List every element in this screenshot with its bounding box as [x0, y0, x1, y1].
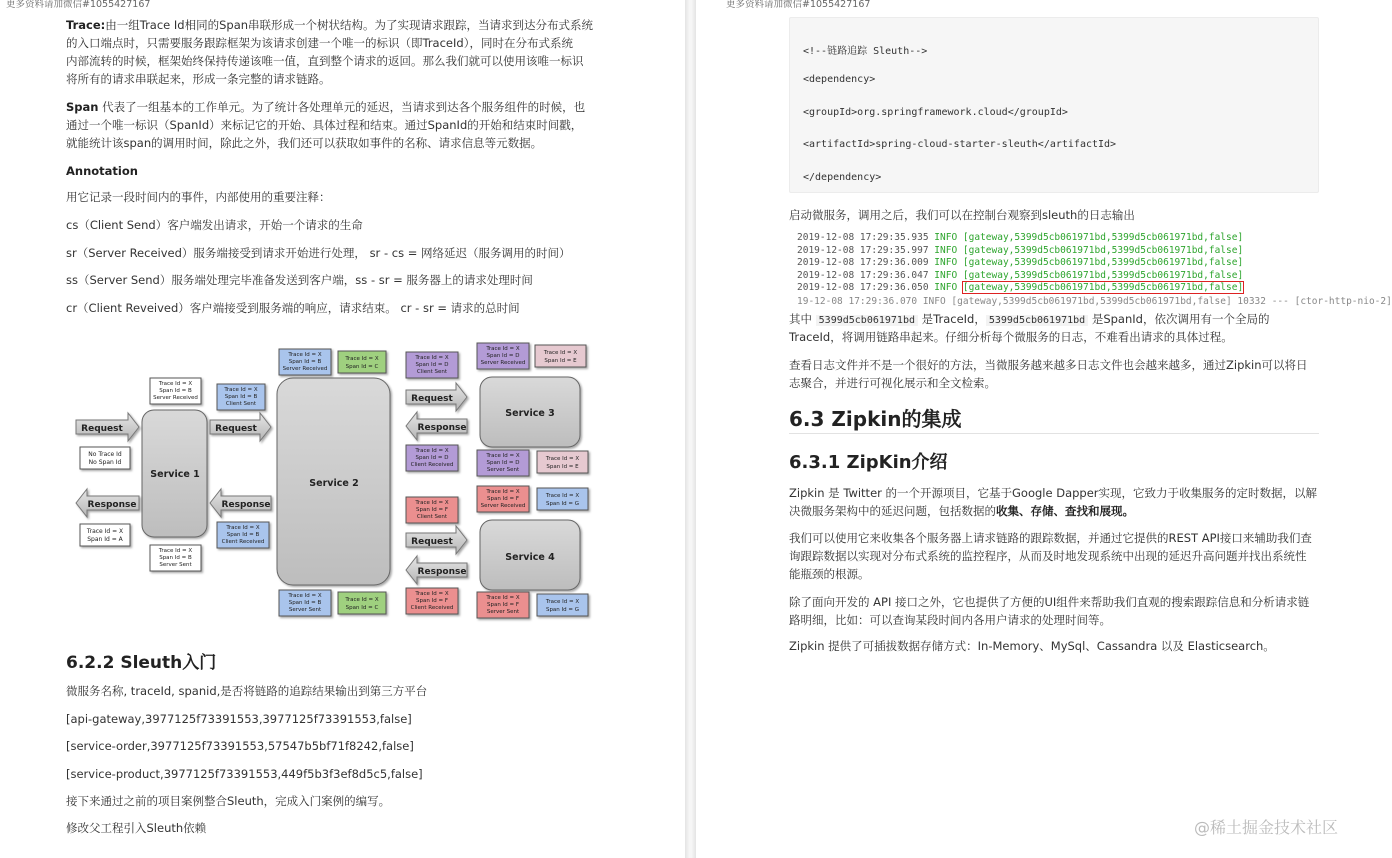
sleuth-line-2: [api-gateway,3977125f73391553,3977125f73391553,false]: [66, 712, 412, 726]
heading-rule: [789, 433, 1319, 434]
svg-text:Trace Id = X: Trace Id = X: [486, 453, 520, 459]
svg-text:Trace Id = X: Trace Id = X: [158, 548, 193, 554]
code-line: <artifactId>spring-cloud-starter-sleuth</artifactId>: [803, 139, 1117, 150]
box-span-e-top: [535, 345, 586, 367]
trace-line-4: 将所有的请求串联起来，形成一条完整的请求链路。: [66, 72, 331, 86]
span-line-2: 通过一个唯一标识（SpanId）来标记它的开始、具体过程和结束。通过SpanId的开始和结束时间戳，: [66, 118, 583, 132]
service-4-label: Service 4: [505, 552, 555, 563]
svg-text:Trace Id = X: Trace Id = X: [486, 489, 520, 495]
box-client-sent-f: [406, 497, 458, 523]
log-line: 2019-12-08 17:29:35.935 INFO [gateway,5399d5cb061971bd,5399d5cb061971bd,false]: [797, 232, 1244, 243]
svg-text:Request: Request: [81, 424, 123, 434]
arrow-response-4: [406, 556, 467, 584]
service-3-label: Service 3: [505, 408, 555, 419]
svg-text:Server Received: Server Received: [153, 395, 198, 401]
svg-text:Client Received: Client Received: [410, 605, 454, 611]
svg-text:Trace Id = X: Trace Id = X: [226, 525, 260, 531]
zipkin-p3-line2: 路明细，比如：可以查询某段时间内各用户请求的处理时间等。: [789, 613, 1111, 627]
svg-text:Span Id = B: Span Id = B: [288, 600, 322, 606]
zipkin-storage: Zipkin 提供了可插拔数据存储方式：In-Memory、MySql、Cassandra 以及 Elasticsearch。: [789, 639, 1275, 653]
zipkin-p2-line1: 我们可以使用它来收集各个服务器上请求链路的跟踪数据，并通过它提供的REST API接口来辅助我们查: [789, 531, 1312, 545]
svg-text:Span Id = E: Span Id = E: [544, 358, 577, 364]
log-line: 2019-12-08 17:29:36.047 INFO [gateway,5399d5cb061971bd,5399d5cb061971bd,false]: [797, 269, 1244, 281]
sleuth-line-6: 修改父工程引入Sleuth依赖: [66, 821, 207, 835]
code-line: <!--链路追踪 Sleuth-->: [803, 46, 928, 57]
svg-text:Span Id = C: Span Id = C: [345, 605, 379, 611]
svg-text:Response: Response: [417, 423, 467, 433]
box-client-sent-d: [406, 352, 458, 378]
svg-text:Trace Id = X: Trace Id = X: [415, 448, 449, 454]
svg-text:Trace Id = X: Trace Id = X: [545, 456, 580, 462]
svg-text:Request: Request: [215, 424, 257, 434]
log-cut-line: 19-12-08 17:29:36.070 INFO [gateway,5399d5cb061971bd,5399d5cb061971bd,false] 10332 --- [ctor-http-nio-2]: [797, 296, 1392, 307]
svg-text:No Span Id: No Span Id: [88, 459, 122, 466]
paragraph-traceid: 其中 5399d5cb061971bd 是TraceId， 5399d5cb061971bd 是SpanId，依次调用有一个全局的: [789, 312, 1270, 326]
span-line-3: 就能统计该span的调用时间，除此之外，我们还可以获取如事件的名称、请求信息等元数据。: [66, 136, 543, 150]
svg-text:Trace Id = X: Trace Id = X: [486, 595, 520, 601]
code-line: <dependency>: [803, 74, 876, 85]
svg-text:Trace Id = X: Trace Id = X: [288, 352, 322, 358]
box-trace-a: [80, 524, 130, 546]
svg-text:Span Id = G: Span Id = G: [545, 501, 580, 507]
sleuth-line-1: 微服务名称, traceId, spanid,是否将链路的追踪结果输出到第三方平台: [66, 684, 428, 698]
log-line-highlighted: 2019-12-08 17:29:36.050 INFO [gateway,5399d5cb061971bd,5399d5cb061971bd,false]: [797, 282, 1244, 293]
svg-text:Request: Request: [411, 394, 453, 404]
box-span-e-bottom: [537, 451, 588, 473]
box-server-sent-f: [477, 592, 529, 618]
zipkin-p1-line1: Zipkin 是 Twitter 的一个开源项目，它基于Google Dapper实现，它致力于收集服务的定时数据，以解: [789, 486, 1318, 500]
svg-text:Span Id = B: Span Id = B: [159, 388, 192, 394]
svg-text:No Trace Id: No Trace Id: [88, 451, 122, 458]
code-block: [789, 17, 1319, 193]
svg-text:Span Id = C: Span Id = C: [345, 364, 379, 370]
paragraph-traceid-2: TraceId，将调用链路串起来。仔细分析每个微服务的日志，不难看出请求的具体过程。: [789, 330, 1233, 344]
zipkin-p3-line1: 除了面向开发的 API 接口之外，它也提供了方便的UI组件来帮助我们直观的搜索跟踪信息和分析请求链: [789, 595, 1310, 609]
arrow-request-2: [210, 413, 271, 441]
svg-text:Trace Id = X: Trace Id = X: [86, 528, 124, 535]
annotation-cr: cr（Client Reveived）客户端接受到服务端的响应，请求结束。 cr - sr = 请求的总时间: [66, 301, 520, 315]
box-span-g-bottom: [537, 594, 588, 616]
trace-line-2: 的入口端点时，只需要服务跟踪框架为该请求创建一个唯一的标识（即TraceId），同时在分布式系统: [66, 36, 573, 50]
svg-text:Trace Id = X: Trace Id = X: [345, 597, 379, 603]
arrow-response-3: [406, 412, 467, 440]
svg-text:Server Sent: Server Sent: [486, 467, 520, 473]
svg-text:Span Id = B: Span Id = B: [224, 394, 258, 400]
page-gutter: [685, 0, 696, 858]
svg-text:Span Id = A: Span Id = A: [87, 536, 123, 543]
svg-text:Span Id = F: Span Id = F: [487, 496, 519, 502]
box-client-sent-b: [217, 384, 265, 410]
section-title-sleuth: 6.2.2 Sleuth入门: [66, 653, 217, 673]
svg-text:Server Sent: Server Sent: [288, 607, 322, 613]
svg-text:Trace Id = X: Trace Id = X: [415, 591, 449, 597]
paragraph-logfile-2: 志聚合，并进行可视化展示和全文检索。: [789, 376, 996, 390]
svg-text:Client Sent: Client Sent: [225, 401, 257, 407]
box-no-trace: [80, 447, 130, 469]
box-s1-server-sent: [150, 545, 201, 571]
box-s1-server-received: [150, 378, 201, 404]
svg-text:Span Id = F: Span Id = F: [416, 507, 448, 513]
box-client-received-d: [406, 445, 458, 471]
log-intro: 启动微服务，调用之后，我们可以在控制台观察到sleuth的日志输出: [789, 208, 1135, 222]
page-header: 更多资料请加微信#1055427167: [726, 0, 871, 10]
watermark: @稀土掘金技术社区: [1193, 818, 1338, 837]
arrow-response-1: [76, 489, 139, 517]
tracing-diagram: [72, 340, 594, 622]
code-line: <groupId>org.springframework.cloud</groupId>: [803, 107, 1068, 118]
svg-text:Trace Id = X: Trace Id = X: [415, 500, 449, 506]
svg-text:Request: Request: [411, 537, 453, 547]
svg-text:Trace Id = X: Trace Id = X: [545, 599, 580, 605]
svg-text:Server Sent: Server Sent: [486, 609, 520, 615]
service-1-label: Service 1: [150, 469, 200, 480]
arrow-request-3: [406, 383, 467, 411]
zipkin-p1-line2: 决微服务架构中的延迟问题，包括数据的收集、存储、查找和展现。: [789, 504, 1134, 518]
svg-text:Trace Id = X: Trace Id = X: [288, 593, 322, 599]
trace-line-1: Trace:由一组Trace Id相同的Span串联形成一个树状结构。为了实现请求跟踪，当请求到达分布式系统: [66, 18, 594, 32]
zipkin-p2-line2: 询跟踪数据以实现对分布式系统的监控程序，从而及时地发现系统中出现的延迟升高问题并找出系统性: [789, 549, 1307, 563]
log-line: 2019-12-08 17:29:35.997 INFO [gateway,5399d5cb061971bd,5399d5cb061971bd,false]: [797, 244, 1244, 256]
box-s2-span-c-bottom: [338, 592, 386, 614]
box-server-sent-d: [477, 450, 529, 476]
sleuth-line-5: 接下来通过之前的项目案例整合Sleuth，完成入门案例的编写。: [66, 794, 391, 808]
svg-text:Server Received: Server Received: [480, 503, 526, 509]
svg-text:Span Id = B: Span Id = B: [226, 532, 260, 538]
annotation-heading: Annotation: [66, 164, 138, 178]
svg-text:Trace Id = X: Trace Id = X: [545, 493, 580, 499]
svg-text:Client Received: Client Received: [410, 462, 454, 468]
svg-text:Span Id = F: Span Id = F: [487, 602, 519, 608]
svg-text:Trace Id = X: Trace Id = X: [486, 346, 520, 352]
box-s2-server-sent: [279, 590, 331, 616]
box-span-g-top: [537, 488, 588, 510]
arrow-response-2: [210, 489, 271, 517]
log-line: 2019-12-08 17:29:36.009 INFO [gateway,5399d5cb061971bd,5399d5cb061971bd,false]: [797, 257, 1244, 268]
annotation-intro: 用它记录一段时间内的事件，内部使用的重要注释：: [66, 190, 331, 204]
box-client-received-f: [406, 588, 458, 614]
page-header: 更多资料请加微信#1055427167: [6, 0, 151, 10]
svg-text:Client Received: Client Received: [221, 539, 265, 545]
paragraph-logfile-1: 查看日志文件并不是一个很好的方法，当微服务越来越多日志文件也会越来越多，通过Zipkin可以将日: [789, 358, 1308, 372]
trace-line-3: 内部流转的时候，框架始终保持传递该唯一值，直到整个请求的返回。那么我们就可以使用该唯一标识: [66, 54, 584, 68]
svg-text:Span Id = D: Span Id = D: [415, 455, 449, 461]
service-2-label: Service 2: [309, 478, 359, 489]
svg-text:Span Id = G: Span Id = G: [545, 607, 580, 613]
svg-text:Span Id = D: Span Id = D: [486, 353, 520, 359]
code-line: </dependency>: [803, 172, 882, 183]
arrow-request-4: [406, 526, 467, 554]
annotation-cs: cs（Client Send）客户端发出请求，开始一个请求的生命: [66, 218, 363, 232]
right-page: [696, 0, 1392, 858]
svg-text:Trace Id = X: Trace Id = X: [345, 356, 379, 362]
svg-text:Span Id = B: Span Id = B: [288, 359, 322, 365]
svg-text:Span Id = F: Span Id = F: [416, 598, 448, 604]
box-client-received-b: [217, 522, 269, 548]
heading-6-3: 6.3 Zipkin的集成: [789, 407, 962, 431]
sleuth-line-3: [service-order,3977125f73391553,57547b5bf71f8242,false]: [66, 739, 414, 753]
svg-text:Trace Id = X: Trace Id = X: [158, 381, 193, 387]
svg-text:Server Received: Server Received: [282, 366, 328, 372]
arrow-request-1: [76, 413, 139, 441]
box-server-received-f: [477, 486, 529, 512]
svg-text:Response: Response: [87, 500, 137, 510]
svg-text:Client Sent: Client Sent: [416, 369, 448, 375]
svg-text:Span Id = B: Span Id = B: [159, 555, 192, 561]
svg-text:Client Sent: Client Sent: [416, 514, 448, 520]
svg-text:Trace Id = X: Trace Id = X: [543, 350, 578, 356]
box-server-received-d: [477, 343, 529, 369]
highlight-box: [gateway,5399d5cb061971bd,5399d5cb061971bd,false]: [962, 282, 1244, 293]
svg-text:Response: Response: [221, 500, 271, 510]
svg-text:Server Received: Server Received: [480, 360, 526, 366]
annotation-sr: sr（Server Received）服务端接受到请求开始进行处理， sr - cs = 网络延迟（服务调用的时间）: [66, 246, 571, 260]
left-page: [0, 0, 685, 858]
heading-6-3-1: 6.3.1 ZipKin介绍: [789, 452, 948, 473]
box-s2-span-c: [338, 351, 386, 373]
svg-text:Trace Id = X: Trace Id = X: [224, 387, 258, 393]
svg-text:Response: Response: [417, 567, 467, 577]
annotation-ss: ss（Server Send）服务端处理完毕准备发送到客户端，ss - sr = 服务器上的请求处理时间: [66, 273, 533, 287]
svg-text:Server Sent: Server Sent: [159, 562, 192, 568]
span-line-1: Span 代表了一组基本的工作单元。为了统计各处理单元的延迟，当请求到达各个服务组件的时候，也: [66, 100, 586, 114]
box-s2-server-received: [279, 349, 331, 375]
console-log: [797, 232, 1243, 295]
sleuth-line-4: [service-product,3977125f73391553,449f5b3f3ef8d5c5,false]: [66, 767, 423, 781]
svg-text:Span Id = E: Span Id = E: [546, 464, 579, 470]
zipkin-p2-line3: 能瓶颈的根源。: [789, 567, 870, 581]
svg-text:Span Id = D: Span Id = D: [415, 362, 449, 368]
svg-text:Span Id = D: Span Id = D: [486, 460, 520, 466]
svg-text:Trace Id = X: Trace Id = X: [415, 355, 449, 361]
